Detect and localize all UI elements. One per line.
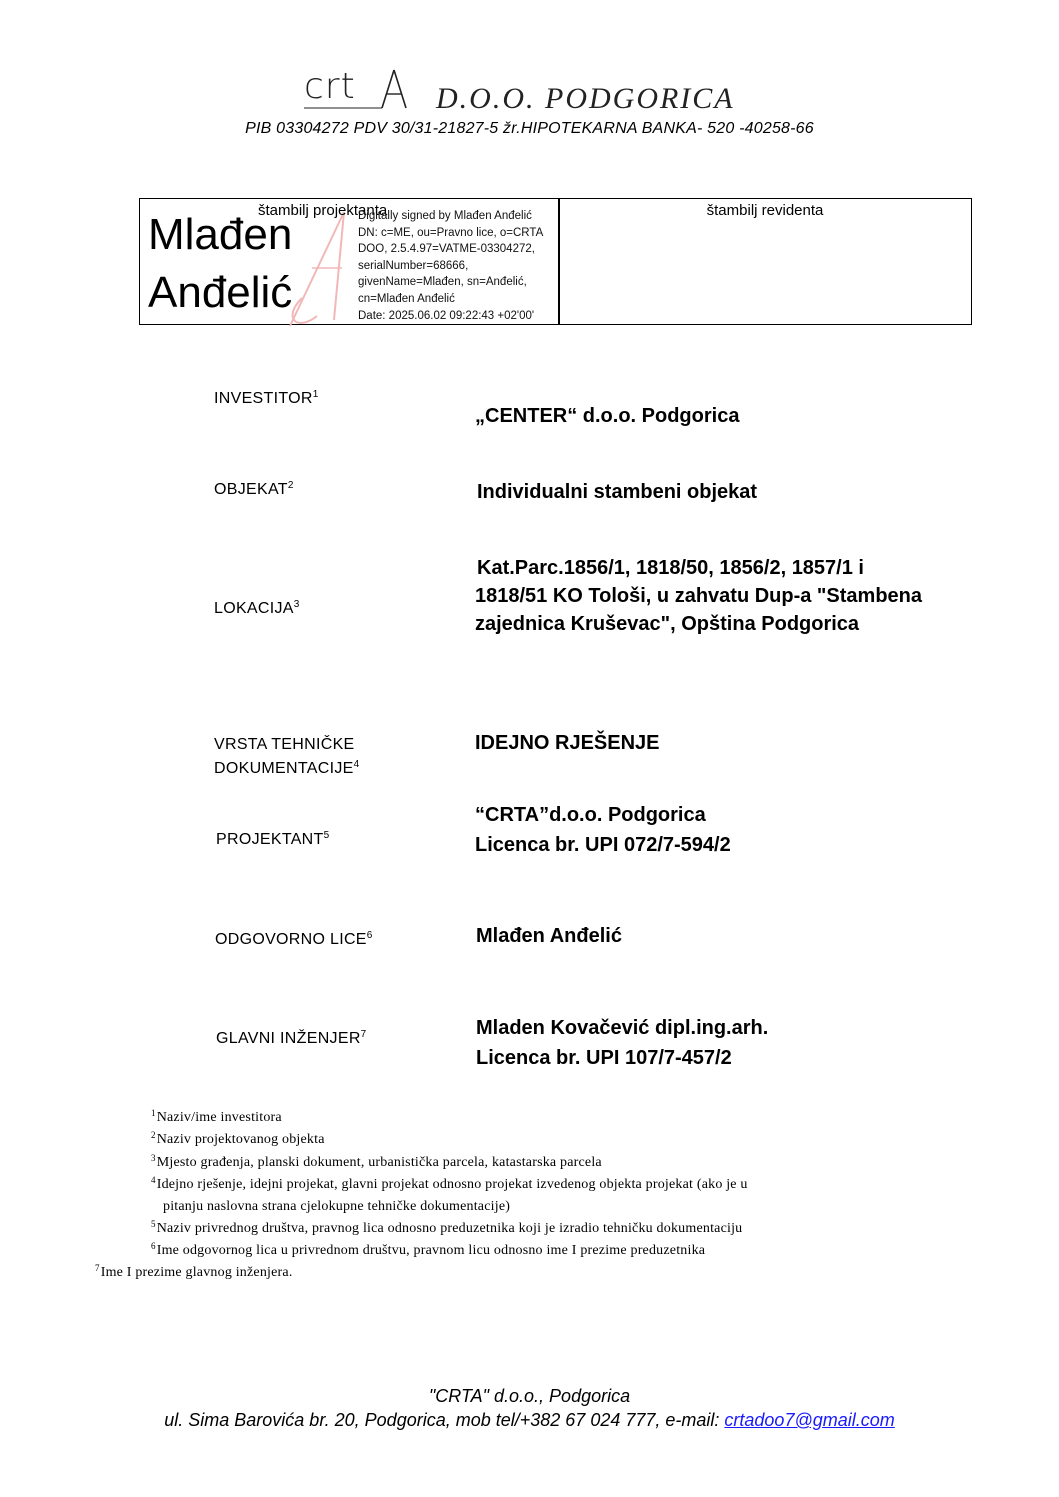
footnote: $^3$Mjesto građenja, planski dokument, urbanistička parcela, katastarska parcela: [151, 1153, 602, 1170]
footnote: $^7$Ime I prezime glavnog inženjera.: [95, 1263, 293, 1280]
email-link[interactable]: crtadoo7@gmail.com: [724, 1410, 895, 1430]
logo-text: crt: [304, 66, 356, 107]
footnote: $^6$Ime odgovornog lica u privrednom društvu, pravnom licu odnosno ime I prezime preduzetnika: [151, 1241, 706, 1258]
footnote: $^1$Naziv/ime investitora: [151, 1108, 282, 1125]
label-objekat: OBJEKAT$^2$: [214, 480, 294, 498]
pib-line: PIB 03304272 PDV 30/31-21827-5 žr.HIPOTEKARNA BANKA- 520 -40258-66: [245, 120, 814, 137]
signature-details: Digitally signed by Mlađen Anđelić DN: c=ME, ou=Pravno lice, o=CRTA DOO, 2.5.4.97=VATME-03304272, serialNumber=68666, givenName=Mlađen, sn=Anđelić, cn=Mlađen Anđelić Date: 2025.06.02 09:22:43 +02'00': [358, 210, 544, 322]
footnote: $^5$Naziv privrednog društva, pravnog lica odnosno preduzetnika koji je izradio tehničku dokumentaciju: [151, 1219, 743, 1236]
label-investitor: INVESTITOR$^1$: [214, 389, 319, 407]
footer-company: "CRTA" d.o.o., Podgorica: [428, 1386, 631, 1406]
footnote-continued: pitanju naslovna strana cjelokupne tehničke dokumentacije): [163, 1199, 511, 1214]
footnote: $^4$Idejno rješenje, idejni projekat, glavni projekat odnosno projekat izvedenog objekta projekat (ako je u: [151, 1175, 748, 1192]
label-projektant: PROJEKTANT$^5$: [216, 830, 330, 848]
value-odgovorno: Mlađen Anđelić: [476, 925, 622, 947]
value-projektant: “CRTA”d.o.o. Podgorica Licenca br. UPI 072/7-594/2: [475, 804, 731, 856]
footer-address: ul. Sima Barovića br. 20, Podgorica, mob tel/+382 67 024 777, e-mail: crtadoo7@gmail.com: [164, 1410, 895, 1430]
signature-mark: [272, 208, 362, 332]
signature-name: Mlađen Anđelić: [148, 210, 293, 317]
label-lokacija: LOKACIJA$^3$: [214, 599, 300, 617]
value-lokacija: Kat.Parc.1856/1, 1818/50, 1856/2, 1857/1 i 1818/51 KO Tološi, u zahvatu Dup-a "Stambena zajednica Kruševac", Opština Podgorica: [475, 557, 923, 635]
stamp-label-designer: štambilj projektanta: [258, 202, 388, 219]
footnote: $^2$Naziv projektovanog objekta: [151, 1130, 325, 1147]
label-odgovorno: ODGOVORNO LICE$^6$: [215, 930, 373, 948]
label-glavni: GLAVNI INŽENJER$^7$: [216, 1029, 367, 1047]
value-investitor: „CENTER“ d.o.o. Podgorica: [475, 405, 740, 427]
company-name: D.O.O. PODGORICA: [436, 82, 735, 115]
value-vrsta: IDEJNO RJEŠENJE: [475, 732, 660, 754]
value-glavni: Mladen Kovačević dipl.ing.arh. Licenca br. UPI 107/7-457/2: [476, 1017, 769, 1069]
value-objekat: Individualni stambeni objekat: [477, 481, 758, 503]
label-vrsta: VRSTA TEHNIČKE DOKUMENTACIJE$^4$: [214, 736, 360, 777]
stamp-label-reviewer: štambilj revidenta: [706, 202, 824, 219]
